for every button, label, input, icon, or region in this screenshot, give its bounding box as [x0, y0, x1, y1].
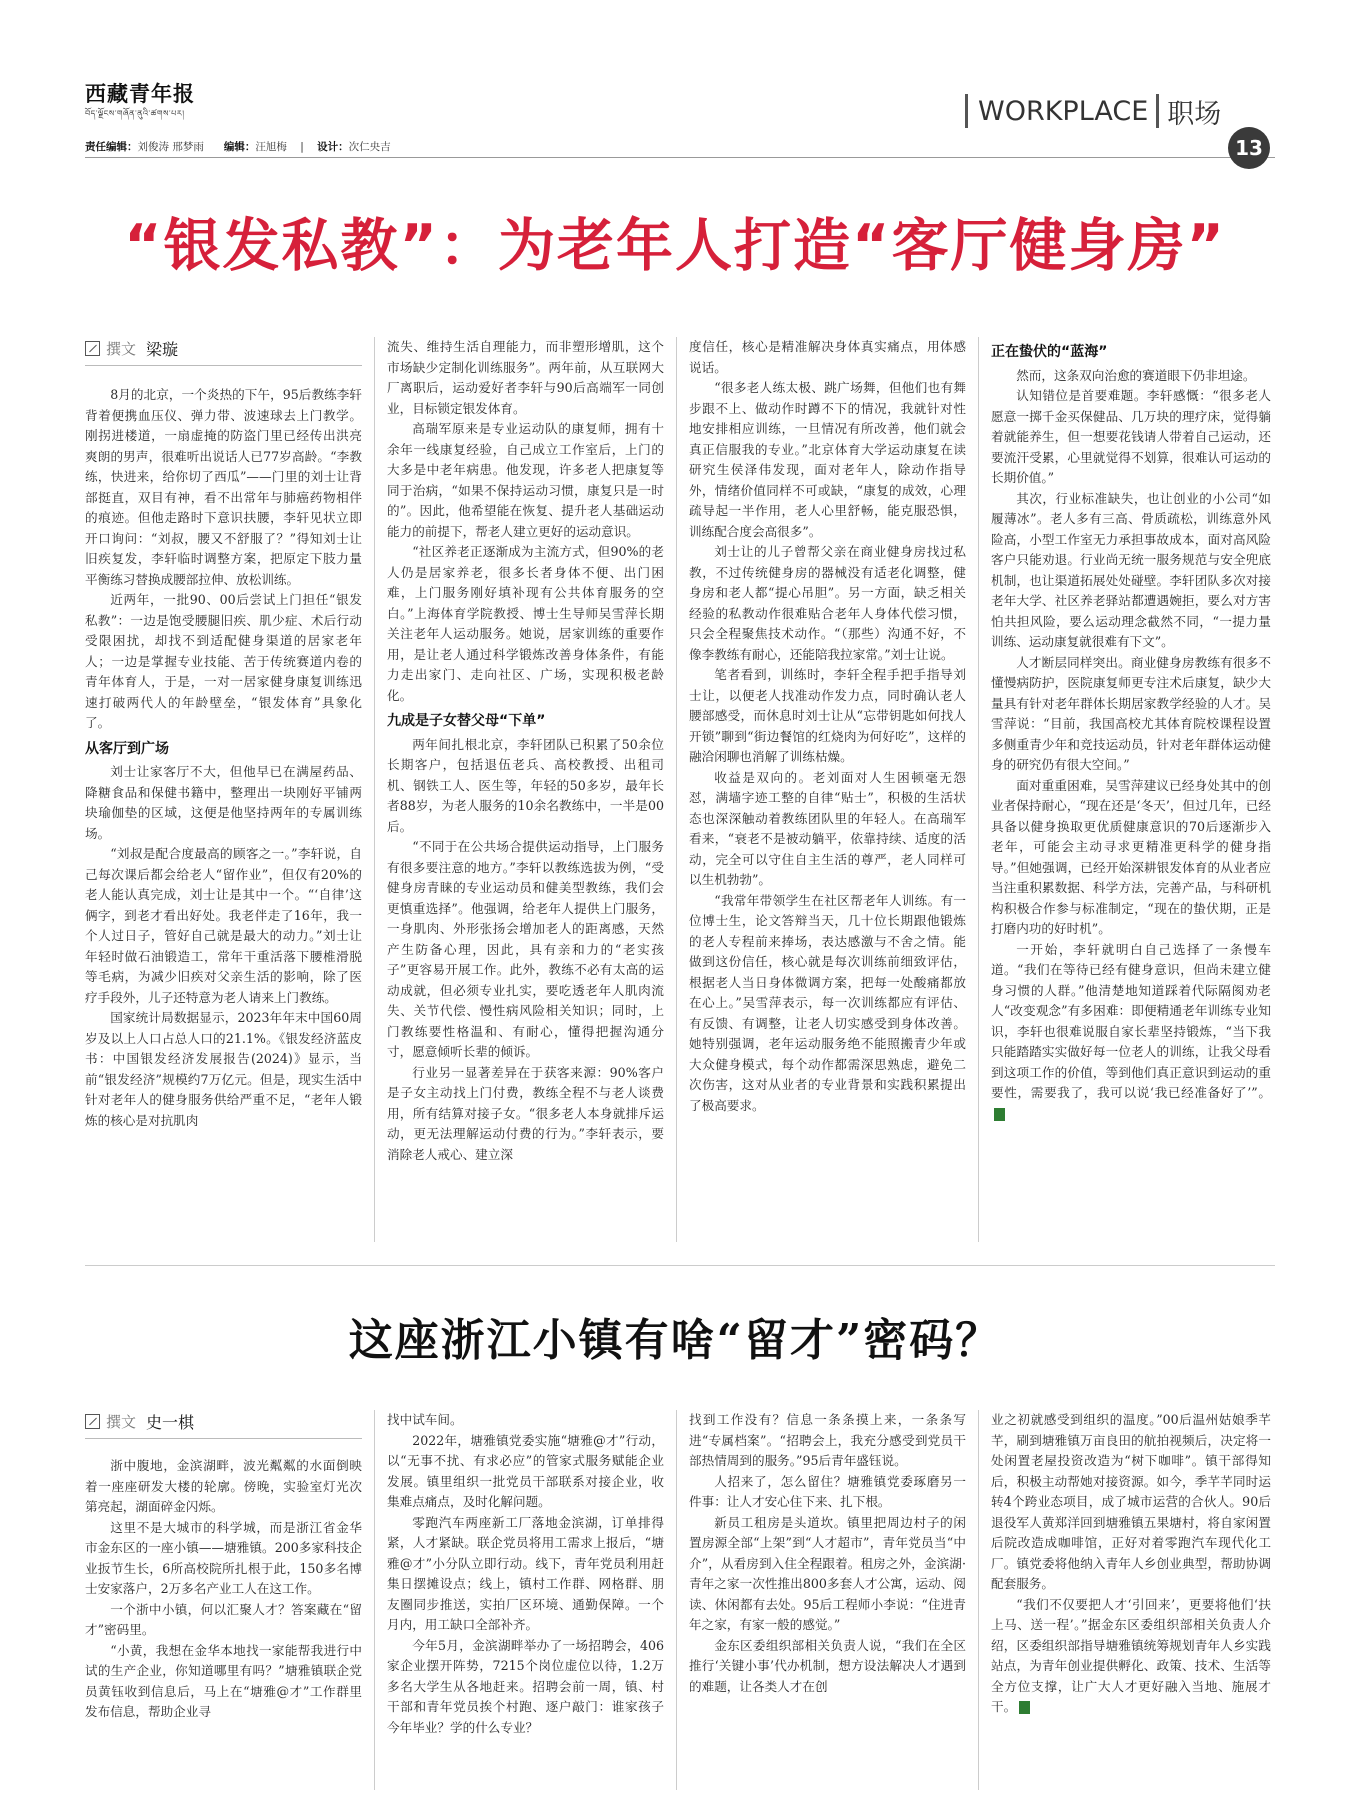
- paragraph-text: 今年5月，金滨湖畔举办了一场招聘会，406家企业摆开阵势，7215个岗位虚位以待，1.2万多名大学生从各地赶来。招聘会前一周，镇、村干部和青年党员挨个村跑、逐户敲门：谁家孩子今年毕业？学的什么专业？: [387, 1637, 664, 1735]
- section-divider: [965, 94, 968, 128]
- paragraph-text: “小黄，我想在金华本地找一家能帮我进行中试的生产企业，你知道哪里有吗？”塘雅镇联企党员黄钰收到信息后，马上在“塘雅@才”工作群里发布信息，帮助企业寻: [85, 1642, 362, 1719]
- paragraph: [85, 844, 362, 1008]
- paragraph-text: 近两年，一批90、00后尝试上门担任“银发私教”：一边是饱受腰腿旧疾、肌少症、术后行动受限困扰，却找不到适配健身渠道的居家老年人；一边是掌握专业技能、苦于传统赛道内卷的青年体育人，于是，一对一居家健身康复训练迅速打破两代人的年龄壁垒，“银发体育”具象化了。: [85, 592, 362, 730]
- paragraph: [387, 1410, 664, 1431]
- paragraph-text: 刘士让家客厅不大，但他早已在满屋药品、降糖食品和保健书籍中，整理出一块刚好平铺两块瑜伽垫的区域，这便是他坚持两年的专属训练场。: [85, 764, 362, 841]
- paragraph: [85, 590, 362, 734]
- paragraph-text: 流失、维持生活自理能力，而非塑形增肌，这个市场缺少定制化训练服务”。两年前，从互联网大厂离职后，运动爱好者李轩与90后高端军一同创业，目标锁定银发体育。: [387, 339, 664, 416]
- column-rule: [978, 337, 979, 1242]
- paragraph: [689, 665, 966, 768]
- paragraph-text: 浙中腹地，金滨湖畔，波光粼粼的水面倒映着一座座研发大楼的轮廓。傍晚，实验室灯光次第亮起，湖面碎金闪烁。: [85, 1458, 362, 1514]
- column-rule: [676, 337, 677, 1242]
- paragraph-text: 一个浙中小镇，何以汇聚人才？答案藏在“留才”密码里。: [85, 1601, 362, 1637]
- newspaper-name-tibetan: བོད་ལྗོངས་གཞོན་ནུའི་ཚགས་པར།: [85, 109, 185, 118]
- paragraph: [387, 337, 664, 419]
- paragraph-text: 两年间扎根北京，李轩团队已积累了50余位长期客户，包括退伍老兵、高校教授、出租司机、钢铁工人、医生等，年轻的50多岁，最年长者88岁，为老人服务的10余名教练中，一半是00后。: [387, 736, 664, 834]
- byline-label: 撰文: [106, 340, 137, 358]
- paragraph: [689, 1636, 966, 1698]
- column-rule: [374, 1410, 375, 1790]
- paragraph-text: “我们不仅要把人才‘引回来’，更要将他们‘扶上马、送一程’。”据金东区委组织部相关负责人介绍，区委组织部指导塘雅镇统筹规划青年人乡实践站点，为青年创业提供孵化、政策、技术、生活等全方位支撑，让广大人才更好融入当地、施展才干。: [991, 1596, 1271, 1714]
- paragraph-text: 行业另一显著差异在于获客来源：90%客户是子女主动找上门付费，教练全程不与老人谈费用，所有结算对接子女。“很多老人本身就排斥运动，更无法理解运动付费的行为。”李轩表示，要消除老人戒心、建立深: [387, 1064, 664, 1162]
- paragraph: [387, 735, 664, 838]
- paragraph-text: 人才断层同样突出。商业健身房教练有很多不懂慢病防护，医院康复师更专注术后康复，缺少大量具有针对老年群体长期居家教学经验的人才。吴雪萍说：“目前，我国高校尤其体育院校课程设置多侧重青少年和竞技运动员，针对老年群体运动健身的研究仍有很大空间。”: [991, 654, 1271, 772]
- paragraph: [689, 542, 966, 665]
- paragraph-text: 这里不是大城市的科学城，而是浙江省金华市金东区的一座小镇——塘雅镇。200多家科技企业扳节生长，6所高校院所扎根于此，150多名博士安家落户，2万多名产业工人在这工作。: [85, 1519, 362, 1596]
- paragraph: [689, 378, 966, 542]
- paragraph-text: “不同于在公共场合提供运动指导，上门服务有很多要注意的地方。”李轩以教练选拔为例，“受健身房青睐的专业运动员和健美型教练，我们会更慎重选择”。他强调，给老年人提供上门服务，一身肌肉、外形张扬会增加老人的距离感，天然产生防备心理，因此，具有亲和力的“老实孩子”更容易开展工作。此外，教练不必有太高的运动成就，但必须专业扎实，要吃透老年人肌肉流失、关节代偿、慢性病风险相关知识；同时，上门教练要性格温和、有耐心，懂得把握沟通分寸，愿意倾听长辈的倾诉。: [387, 839, 664, 1059]
- paragraph-text: 2022年，塘雅镇党委实施“塘雅@才”行动，以“无事不扰、有求必应”的管家式服务赋能企业发展。镇里组织一批党员干部联系对接企业，收集难点痛点，及时化解问题。: [387, 1432, 664, 1509]
- paragraph: [991, 1595, 1271, 1718]
- credit-value: 汪旭梅: [255, 141, 287, 153]
- paragraph-text: 零跑汽车两座新工厂落地金滨湖，订单排得紧，人才紧缺。联企党员将用工需求上报后，“塘雅@才”小分队立即行动。线下，青年党员利用赶集日摆摊设点；线上，镇村工作群、网格群、朋友圈同步推送，实拍厂区环境、通勤保障。一个月内，用工缺口全部补齐。: [387, 1514, 664, 1632]
- paragraph: [85, 1518, 362, 1600]
- paragraph: [387, 837, 664, 1063]
- paragraph: [387, 1063, 664, 1166]
- paragraph-text: 认知错位是首要难题。李轩感慨：“很多老人愿意一掷千金买保健品、几万块的理疗床，觉得躺着就能养生，但一想要花钱请人带着自己运动，还要流汗受累，心里就觉得不划算，很难认可运动的长期价值。”: [991, 388, 1271, 485]
- paragraph-text: 高瑞军原来是专业运动队的康复师，拥有十余年一线康复经验，自己成立工作室后，上门的大多是中老年病患。他发现，许多老人把康复等同于治病，“如果不保持运动习惯，康复只是一时的”。因此，他希望能在恢复、提升老人基础运动能力的前提下，帮老人建立更好的运动意识。: [387, 421, 664, 539]
- paragraph: [689, 337, 966, 378]
- paragraph: [991, 489, 1271, 653]
- paragraph-text: 其次，行业标准缺失，也让创业的小公司“如履薄冰”。老人多有三高、骨质疏松，训练意外风险高，小型工作室无力承担事故成本，面对高风险客户只能劝退。行业尚无统一服务规范与安全兜底机制，也让渠道拓展处处碰壁。李轩团队多次对接老年大学、社区养老驿站都遭遇婉拒，要么对方害怕共担风险，要么运动理念截然不同，“一提力量训练、运动康复就很难有下文”。: [991, 490, 1271, 649]
- paragraph: [85, 1600, 362, 1641]
- article-divider: [85, 1265, 1275, 1266]
- article1-column-3: [689, 337, 966, 1116]
- paragraph-text: 收益是双向的。老刘面对人生困顿毫无怨怼，满墙字迹工整的自律“贴士”，积极的生活状态也深深触动着教练团队里的年轻人。在高瑞军看来，“衰老不是被动躺平，依靠持续、适度的活动，完全可以守住自主生活的尊严，老人同样可以生机勃勃”。: [689, 769, 966, 887]
- byline-label: 撰文: [106, 1413, 137, 1431]
- paragraph-text: 笔者看到，训练时，李轩全程手把手指导刘士让，以便老人找准动作发力点，同时确认老人腰部感受，而休息时刘士让从“忘带钥匙如何找人开锁”聊到“街边餐馆的红烧肉为何好吃”，这样的融洽闲聊也消解了训练枯燥。: [689, 667, 966, 764]
- paragraph: [991, 653, 1271, 776]
- paragraph-text: 找中试车间。: [387, 1412, 463, 1427]
- paragraph-text: 找到工作没有？信息一条条摸上来，一条条写进“专属档案”。“招聘会上，我充分感受到党员干部热情周到的服务。”95后青年盛钰说。: [689, 1412, 966, 1468]
- subheading: [387, 711, 664, 732]
- paragraph: [387, 1636, 664, 1739]
- paragraph-text: “我常年带领学生在社区帮老年人训练。有一位博士生，论文答辩当天，几十位长期跟他锻炼的老人专程前来捧场，表达感激与不舍之情。能做到这份信任，核心就是每次训练前细致评估，根据老人当日身体微调方案，把每一处酸痛都放在心上。”吴雪萍表示，每一次训练都应有评估、有反馈、有调整，让老人切实感受到身体改善。她特别强调，老年运动服务绝不能照搬青少年或大众健身模式，每个动作都需深思熟虑，避免二次伤害，这对从业者的专业背景和实践积累提出了极高要求。: [689, 892, 966, 1113]
- paragraph-text: “刘叔是配合度最高的顾客之一。”李轩说，自己每次课后都会给老人“留作业”，但仅有20%的老人能认真完成，刘士让是其中一个。“‘自律’这俩字，到老才看出好处。我老伴走了16年，我一个人过日子，管好自己就是最大的动力。”刘士让年轻时做石油锻造工，常年干重活落下腰椎滑脱等毛病，为减少旧疾对父亲生活的影响，除了医疗手段外，儿子还特意为老人请来上门教练。: [85, 846, 362, 1005]
- pen-icon: [85, 1414, 100, 1429]
- article1-column-2: [387, 337, 664, 1165]
- paragraph: [85, 762, 362, 844]
- paragraph: [689, 1472, 966, 1513]
- credit-label: 设计：: [317, 141, 349, 153]
- paragraph: [85, 1008, 362, 1131]
- paragraph: [991, 1410, 1271, 1595]
- paragraph: [689, 1513, 966, 1636]
- column-rule: [676, 1410, 677, 1790]
- subheading-text: 正在蛰伏的“蓝海”: [991, 344, 1108, 360]
- paragraph: [991, 386, 1271, 489]
- paragraph-text: 新员工租房是头道坎。镇里把周边村子的闲置房源全部“上架”到“人才超市”，青年党员当“中介”，从看房到入住全程跟着。租房之外，金滨湖·青年之家一次性推出800多套人才公寓，运动、阅读、休闲都有去处。95后工程师小李说：“住进青年之家，有家一般的感觉。”: [689, 1514, 966, 1632]
- section-name-en: WORKPLACE: [978, 95, 1149, 127]
- subheading-text: 九成是子女替父母“下单”: [387, 713, 546, 729]
- author-name: 史一棋: [146, 1413, 195, 1432]
- credit-value: 刘俊涛 邢梦雨: [137, 141, 204, 153]
- paragraph-text: “很多老人练太极、跳广场舞，但他们也有舞步跟不上、做动作时蹲不下的情况，我就针对性地安排相应训练，一旦情况有所改善，他们就会真正信服我的专业。”北京体育大学运动康复在读研究生侯泽伟发现，面对老年人，除动作指导外，情绪价值同样不可或缺，“康复的成效，心理疏导起一半作用，老人心里舒畅，能克服恐惧，训练配合度会高很多”。: [689, 380, 966, 539]
- paragraph-text: 面对重重困难，吴雪萍建议已经身处其中的创业者保持耐心，“现在还是‘冬天’，但过几年，已经具备以健身换取更优质健康意识的70后逐渐步入老年，可能会主动寻求更精准更科学的健身指导。”但她强调，已经开始深耕银发体育的从业者应当注重积累数据、科学方法，完善产品，与科研机构积极合作参与标准制定，“现在的蛰伏期，正是打磨内功的好时机”。: [991, 777, 1271, 936]
- paragraph: [991, 366, 1271, 387]
- article2-column-1: [85, 1456, 362, 1723]
- page-number-badge: 13: [1228, 127, 1270, 169]
- subheading-text: 从客厅到广场: [85, 740, 169, 757]
- paragraph: [85, 385, 362, 590]
- editor-credits: 责任编辑：刘俊涛 邢梦雨 编辑：汪旭梅 | 设计：次仁央吉: [85, 141, 391, 153]
- paragraph: [991, 940, 1271, 1125]
- end-mark-icon: [994, 1108, 1005, 1121]
- article1-column-1: [85, 385, 362, 1131]
- paragraph-text: 业之初就感受到组织的温度。”00后温州姑娘季芊芊，刷到塘雅镇万亩良田的航拍视频后，决定将一处闲置老屋投资改造为“树下咖啡”。镇干部得知后，积极主动帮她对接资源。如今，季芊芊同时运转4个跨业态项目，成了城市运营的合伙人。90后退役军人黄郑洋回到塘雅镇五果塘村，将自家闲置后院改造成咖啡馆，正好对着零跑汽车现代化工厂。镇党委将他纳入青年人乡创业典型，帮助协调配套服务。: [991, 1412, 1271, 1591]
- paragraph: [689, 891, 966, 1117]
- article1-byline: [85, 337, 178, 360]
- paragraph-text: 8月的北京，一个炎热的下午，95后教练李轩背着便携血压仪、弹力带、波速球去上门教学。刚拐进楼道，一扇虚掩的防盗门里已经传出洪亮爽朗的男声，很难听出说话人已77岁高龄。“李教练，快进来，给你切了西瓜”——门里的刘士让背部挺直，双目有神，看不出常年与肺癌药物相伴的痕迹。但他走路时下意识扶腰，李轩见状立即开口询问：“刘叔，腰又不舒服了？”得知刘士让旧疾复发，李轩临时调整方案，把原定下肢力量平衡练习替换成腰部拉伸、放松训练。: [85, 387, 362, 587]
- end-mark-icon: [1019, 1701, 1030, 1714]
- paragraph-text: 国家统计局数据显示，2023年年末中国60周岁及以上人口占总人口的21.1%。《银发经济蓝皮书：中国银发经济发展报告(2024)》显示，当前“银发经济”规模约7万亿元。但是，现实生活中针对老年人的健身服务供给严重不足，“老年人锻炼的核心是对抗肌肉: [85, 1010, 362, 1128]
- paragraph: [387, 1513, 664, 1636]
- credit-value: 次仁央吉: [348, 141, 391, 153]
- paragraph: [387, 1431, 664, 1513]
- author-name: 梁璇: [146, 340, 179, 359]
- article1-headline: “银发私教”：为老年人打造“客厅健身房”: [124, 213, 1226, 279]
- paragraph-text: 然而，这条双向治愈的赛道眼下仍非坦途。: [1016, 367, 1256, 383]
- section-flag: [965, 92, 1221, 130]
- paragraph-text: 金东区委组织部相关负责人说，“我们在全区推行‘关键小事’代办机制，想方设法解决人才遇到的难题，让各类人才在创: [689, 1637, 966, 1694]
- paragraph: [85, 1641, 362, 1723]
- article2-column-4: [991, 1410, 1271, 1718]
- article2-column-2: [387, 1410, 664, 1738]
- article2-column-3: [689, 1410, 966, 1697]
- paragraph: [85, 1456, 362, 1518]
- paragraph: [689, 1410, 966, 1472]
- article2-headline: 这座浙江小镇有啥“留才”密码？: [348, 1315, 1002, 1366]
- paragraph: [991, 776, 1271, 940]
- newspaper-name: 西藏青年报: [85, 81, 195, 106]
- article2-byline: [85, 1410, 194, 1433]
- subheading: [85, 739, 362, 760]
- paragraph-text: 度信任，核心是精准解决身体真实痛点，用体感说话。: [689, 339, 966, 375]
- header-rule: [85, 157, 1275, 158]
- paragraph-text: “社区养老正逐渐成为主流方式，但90%的老人仍是居家养老，很多长者身体不便、出门困难，上门服务刚好填补现有公共体育服务的空白。”上海体育学院教授、博士生导师吴雪萍长期关注老年人运动服务。她说，居家训练的重要作用，是让老人通过科学锻炼改善身体条件，有能力走出家门、走向社区、广场，实现积极老龄化。: [387, 544, 664, 703]
- section-divider: [1156, 94, 1159, 128]
- pen-icon: [85, 341, 100, 356]
- paragraph: [387, 542, 664, 706]
- paragraph-text: 一开始，李轩就明白自己选择了一条慢车道。“我们在等待已经有健身意识，但尚未建立健身习惯的人群。”他清楚地知道踩着代际隔阂劝老人“改变观念”有多困难：即便精通老年训练专业知识，李轩也很难说服自家长辈坚持锻炼，“当下我只能踏踏实实做好每一位老人的训练，让我父母看到这项工作的价值，等到他们真正意识到运动的重要性，需要我了，我可以说‘我已经准备好了’”。: [991, 941, 1271, 1100]
- paragraph: [689, 768, 966, 891]
- credit-label: 编辑：: [223, 141, 256, 153]
- article1-column-4: [991, 337, 1271, 1124]
- column-rule: [374, 337, 375, 1242]
- paragraph: [387, 419, 664, 542]
- paragraph-text: 刘士让的儿子曾帮父亲在商业健身房找过私教，不过传统健身房的器械没有适老化调整，健身房和老人都“提心吊胆”。另一方面，缺乏相关经验的私教动作很难贴合老年人身体代偿习惯，只会全程聚焦技术动作。“（那些）沟通不好，不像李教练有耐心，还能陪我拉家常。”刘士让说。: [689, 544, 966, 662]
- byline-rule: [85, 365, 362, 366]
- credit-label: 责任编辑：: [85, 141, 138, 153]
- section-name-zh: 职场: [1167, 98, 1222, 130]
- byline-rule: [85, 1438, 362, 1439]
- subheading: [991, 342, 1271, 363]
- paragraph-text: 人招来了，怎么留住？塘雅镇党委琢磨另一件事：让人才安心住下来、扎下根。: [689, 1473, 966, 1509]
- column-rule: [978, 1410, 979, 1790]
